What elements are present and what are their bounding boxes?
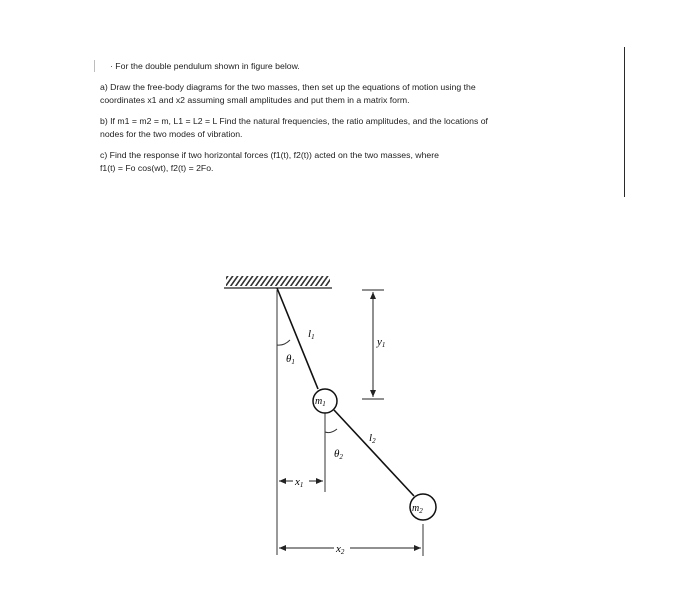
theta2-label: θ2 [334, 448, 343, 461]
part-b-line-2: nodes for the two modes of vibration. [100, 129, 243, 139]
theta1-arc [277, 340, 290, 345]
x1-arrow-right [316, 478, 323, 484]
part-c-line-2: f1(t) = Fo cos(wt), f2(t) = 2Fo. [100, 163, 214, 173]
part-a-line-1: a) Draw the free-body diagrams for the two masses, then set up the equations of motion using the [100, 82, 476, 92]
part-a-line-2: coordinates x1 and x2 assuming small amplitudes and put them in a matrix form. [100, 95, 410, 105]
ceiling-hatch [226, 276, 330, 286]
l2-label: l2 [369, 432, 376, 445]
rod-2 [334, 410, 414, 496]
mass2-label: $m_2$ [412, 503, 423, 515]
y1-arrow-up [370, 292, 376, 299]
y1-arrow-down [370, 390, 376, 397]
theta2-arc [325, 429, 337, 433]
x1-arrow-left [279, 478, 286, 484]
l1-label: l1 [308, 328, 315, 341]
part-c-line-1: c) Find the response if two horizontal forces (f1(t), f2(t)) acted on the two masses, where [100, 150, 439, 160]
mass1-label: $m_1$ [315, 396, 326, 408]
x2-label: x2 [336, 543, 345, 556]
x1-label: x1 [295, 476, 304, 489]
x2-arrow-right [414, 545, 421, 551]
part-b-line-1: b) If m1 = m2 = m, L1 = L2 = L Find the natural frequencies, the ratio amplitudes, and the locations of [100, 116, 488, 126]
intro-text: · For the double pendulum shown in figure below. [110, 61, 300, 71]
x2-arrow-left [279, 545, 286, 551]
theta1-label: θ1 [286, 353, 295, 366]
y1-label: y1 [377, 336, 386, 349]
